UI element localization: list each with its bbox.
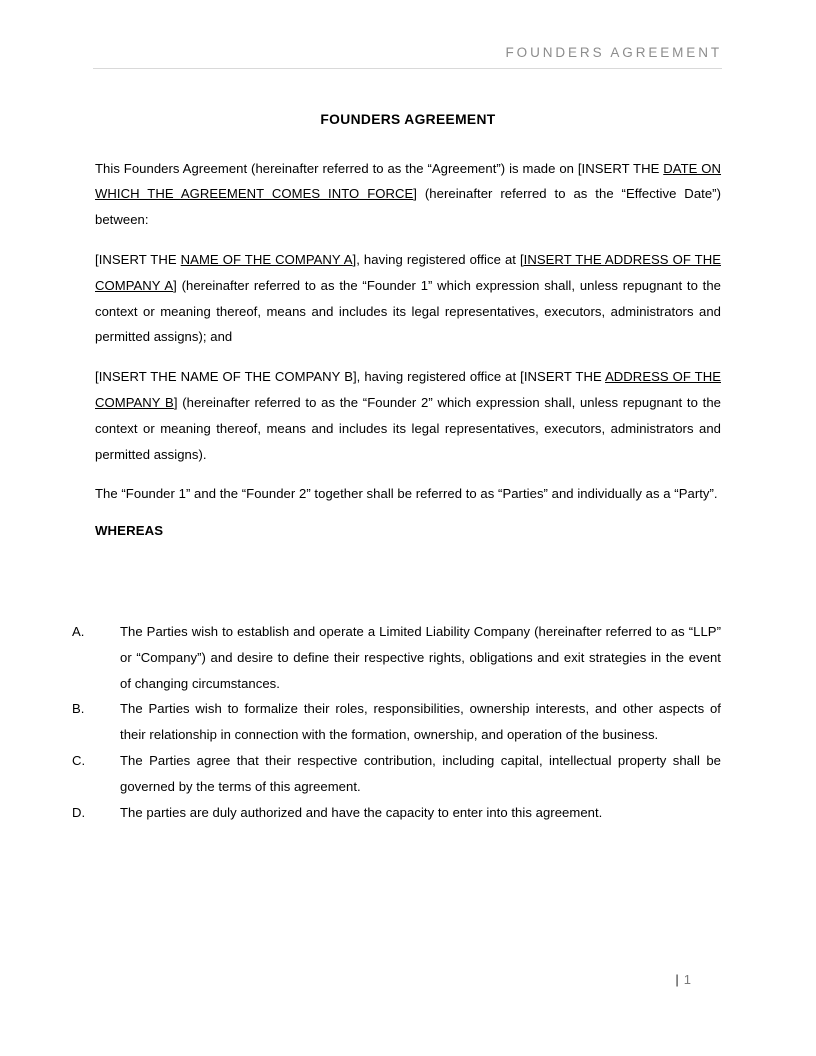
list-item (72, 748, 721, 800)
list-item-marker: B. (72, 701, 85, 717)
paragraph-founder-2-segment-1: [INSERT THE NAME OF THE COMPANY B], having registered office at [INSERT THE (95, 369, 606, 385)
running-header-title: FOUNDERS AGREEMENT (505, 45, 722, 60)
list-item-text: The Parties wish to establish and operate a Limited Liability Company (hereinafter referred to as “LLP” or “Company”) and desire to define their respective rights, obligations and exit strategies in the event of changing circumstances. (120, 624, 721, 691)
paragraph-founder-1 (95, 247, 721, 350)
document-body (0, 112, 816, 550)
list-item-text: The Parties agree that their respective contribution, including capital, intellectual property shall be governed by the terms of this agreement. (120, 752, 721, 794)
paragraph-parties-definition: The “Founder 1” and the “Founder 2” together shall be referred to as “Parties” and individually as a “Party”. (95, 486, 718, 502)
page-number: 1 (683, 972, 691, 987)
list-item-text: The parties are duly authorized and have the capacity to enter into this agreement. (120, 804, 603, 820)
list-item-text: The Parties wish to formalize their roles, responsibilities, ownership interests, and other aspects of their relationship in connection with the formation, ownership, and operation of the business. (120, 701, 721, 743)
placeholder-effective-date: DATE ON WHICH THE AGREEMENT COMES INTO FORCE (95, 160, 722, 202)
placeholder-company-b-address: ADDRESS OF THE COMPANY B (95, 369, 721, 410)
page-title: FOUNDERS AGREEMENT (320, 112, 496, 127)
running-header (93, 44, 722, 69)
paragraph-preamble (95, 156, 721, 233)
footer-separator: | (675, 972, 679, 987)
list-item-marker: A. (72, 624, 85, 639)
paragraph-founder-1-segment-5: ] (hereinafter referred to as the “Founder 1” which expression shall, unless repugnant to the context or meaning thereof, means and includes its legal representatives, executors, administrators and permitted assigns); and (95, 277, 721, 345)
list-item-marker: C. (72, 752, 86, 768)
placeholder-company-a-address: [INSERT THE ADDRESS OF THE COMPANY A (95, 251, 721, 293)
recitals-list (0, 619, 816, 825)
paragraph-founder-1-segment-1: [INSERT THE (95, 251, 181, 267)
list-item-marker: D. (72, 804, 86, 820)
list-item (72, 619, 721, 696)
paragraph-founder-2-segment-3: ] (hereinafter referred to as the “Founder 2” which expression shall, unless repugnant to the context or meaning thereof, means and includes its legal representatives, executors, administrators and permitted assigns). (95, 394, 721, 462)
list-item (72, 696, 721, 748)
page-footer (0, 972, 816, 987)
placeholder-company-a-name: NAME OF THE COMPANY A (180, 251, 353, 267)
list-item (72, 800, 721, 826)
whereas-heading: WHEREAS (95, 523, 164, 539)
paragraph-founder-2 (95, 364, 721, 467)
paragraph-preamble-segment-1: This Founders Agreement (hereinafter referred to as the “Agreement”) is made on [INSERT THE (95, 160, 664, 176)
paragraph-preamble-segment-3: ] (hereinafter referred to as the “Effective Date”) between: (95, 186, 721, 228)
paragraph-founder-1-segment-3: ], having registered office at (352, 251, 520, 267)
